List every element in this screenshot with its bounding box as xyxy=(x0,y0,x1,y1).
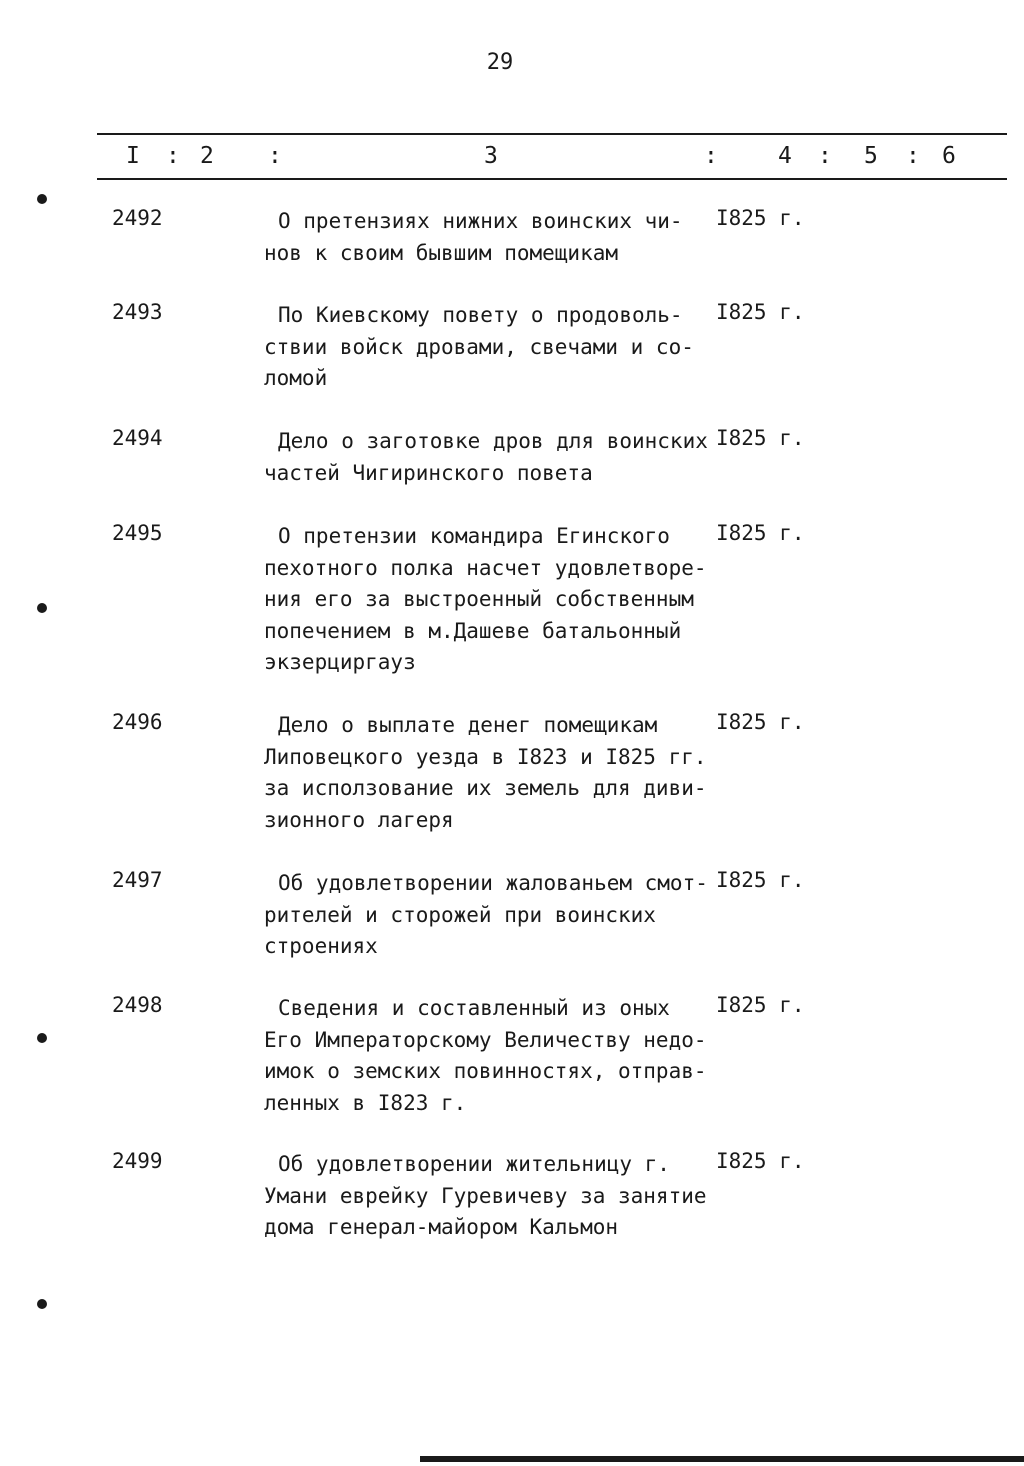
description-line: экзерциргауз xyxy=(264,650,416,674)
record-year: I825 г. xyxy=(716,868,805,892)
record-year: I825 г. xyxy=(716,710,805,734)
header-separator: : xyxy=(818,143,832,169)
record-description xyxy=(264,710,724,836)
description-line: Сведения и составленный из оных xyxy=(278,996,670,1020)
record-description xyxy=(264,426,724,489)
description-line: По Киевскому повету о продоволь- xyxy=(278,303,683,327)
record-number: 2496 xyxy=(112,710,163,734)
description-line: Его Императорскому Величеству недо- xyxy=(264,1027,707,1052)
record-year: I825 г. xyxy=(716,993,805,1017)
record-year: I825 г. xyxy=(716,426,805,450)
record-description xyxy=(264,300,724,395)
header-col-4: 4 xyxy=(778,143,792,169)
header-col-1: I xyxy=(126,143,140,169)
description-line: рителей и сторожей при воинских xyxy=(264,902,656,927)
binder-hole-mark xyxy=(37,1033,47,1043)
header-col-3: 3 xyxy=(484,143,498,169)
binder-hole-mark xyxy=(37,194,47,204)
binder-hole-mark xyxy=(37,603,47,613)
record-description xyxy=(264,868,724,963)
description-line: ния его за выстроенный собственным xyxy=(264,587,694,611)
description-line: строениях xyxy=(264,934,378,958)
header-separator: : xyxy=(268,143,282,169)
description-line: зионного лагеря xyxy=(264,807,454,832)
description-line: ствии войск дровами, свечами и со- xyxy=(264,334,694,359)
record-year: I825 г. xyxy=(716,521,805,545)
description-line: Об удовлетворении жалованьем смот- xyxy=(278,871,708,895)
record-number: 2498 xyxy=(112,993,163,1017)
record-number: 2493 xyxy=(112,300,163,324)
record-number: 2499 xyxy=(112,1149,163,1173)
header-separator: : xyxy=(704,143,718,169)
description-line: О претензиях нижних воинских чи- xyxy=(278,209,683,233)
description-line: ломой xyxy=(264,366,328,390)
description-line: нов к своим бывшим помещикам xyxy=(264,240,619,265)
record-year: I825 г. xyxy=(716,300,805,324)
record-description xyxy=(264,993,724,1119)
header-separator: : xyxy=(166,143,180,169)
description-line: за исползование их земель для диви- xyxy=(264,776,707,800)
table-header xyxy=(0,143,1024,171)
table-header-top-rule xyxy=(97,133,1007,135)
description-line: Об удовлетворении жительницу г. xyxy=(278,1152,670,1176)
record-number: 2492 xyxy=(112,206,163,230)
description-line: Дело о выплате денег помещикам xyxy=(278,713,658,737)
description-line: пехотного полка насчет удовлетворе- xyxy=(264,555,707,580)
record-number: 2497 xyxy=(112,868,163,892)
binder-hole-mark xyxy=(37,1299,47,1309)
record-description xyxy=(264,521,724,679)
record-year: I825 г. xyxy=(716,206,805,230)
record-number: 2494 xyxy=(112,426,163,450)
record-description xyxy=(264,206,724,269)
record-year: I825 г. xyxy=(716,1149,805,1173)
description-line: Дело о заготовке дров для воинских xyxy=(278,429,708,453)
description-line: частей Чигиринского повета xyxy=(264,460,593,485)
header-col-6: 6 xyxy=(942,143,956,169)
header-col-5: 5 xyxy=(864,143,878,169)
description-line: Липовецкого уезда в I823 и I825 гг. xyxy=(264,744,707,769)
description-line: имок о земских повинностях, отправ- xyxy=(264,1059,707,1083)
description-line: ленных в I823 г. xyxy=(264,1090,467,1115)
header-col-2: 2 xyxy=(200,143,214,169)
record-description xyxy=(264,1149,724,1244)
description-line: О претензии командира Егинского xyxy=(278,524,670,548)
record-number: 2495 xyxy=(112,521,163,545)
header-separator: : xyxy=(906,143,920,169)
page-number: 29 xyxy=(486,50,514,75)
description-line: попечением в м.Дашеве батальонный xyxy=(264,618,682,643)
description-line: Умани еврейку Гуревичеву за занятие xyxy=(264,1183,707,1208)
description-line: дома генерал-майором Кальмон xyxy=(264,1215,619,1239)
page-bottom-edge xyxy=(420,1456,1024,1462)
table-header-bottom-rule xyxy=(97,178,1007,180)
